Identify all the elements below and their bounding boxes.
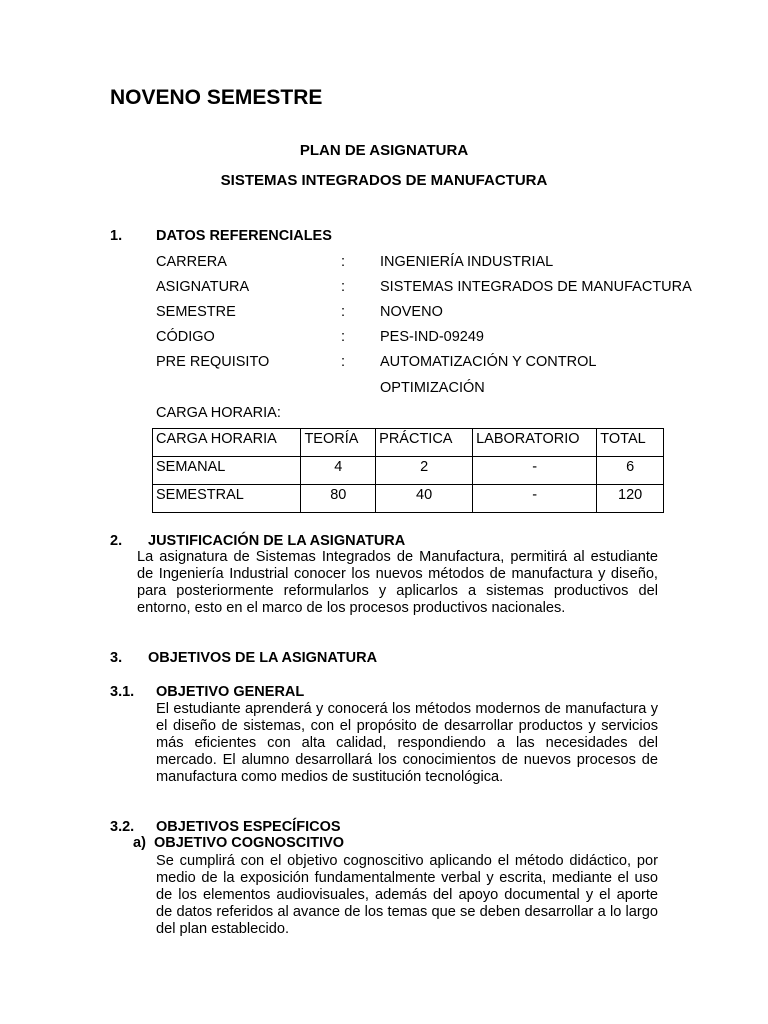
field-label-asignatura: ASIGNATURA	[156, 279, 250, 295]
section3-number: 3.	[110, 650, 123, 666]
table-row	[153, 485, 664, 513]
field-label-prerequisito: PRE REQUISITO	[156, 354, 270, 370]
field-value-prerequisito-extra: OPTIMIZACIÓN	[380, 380, 485, 396]
table-cell: 6	[597, 457, 664, 485]
table-header-row	[153, 429, 664, 457]
table-header-cell: TEORÍA	[301, 429, 376, 457]
section2-title: JUSTIFICACIÓN DE LA ASIGNATURA	[148, 533, 406, 549]
table-header-cell: TOTAL	[597, 429, 664, 457]
table-header-cell: CARGA HORARIA	[153, 429, 301, 457]
field-label-semestre: SEMESTRE	[156, 304, 236, 320]
table-cell: SEMANAL	[153, 457, 301, 485]
field-label-codigo: CÓDIGO	[156, 329, 215, 345]
section32-title: OBJETIVOS ESPECÍFICOS	[156, 819, 341, 835]
plan-title: PLAN DE ASIGNATURA	[299, 142, 469, 159]
carga-horaria-table	[152, 428, 664, 513]
section1-number: 1.	[110, 228, 123, 244]
field-value-carrera: INGENIERÍA INDUSTRIAL	[380, 254, 554, 270]
objetivo-cognoscitivo-title: a) OBJETIVO COGNOSCITIVO	[133, 835, 345, 851]
section3-title: OBJETIVOS DE LA ASIGNATURA	[148, 650, 378, 666]
field-sep: :	[341, 304, 346, 320]
field-sep: :	[341, 354, 346, 370]
table-cell: -	[473, 457, 597, 485]
section31-title: OBJETIVO GENERAL	[156, 684, 305, 700]
table-cell: 40	[376, 485, 473, 513]
semester-heading: NOVENO SEMESTRE	[110, 86, 323, 109]
section2-number: 2.	[110, 533, 123, 549]
table-header-cell: PRÁCTICA	[376, 429, 473, 457]
field-value-codigo: PES-IND-09249	[380, 329, 484, 345]
section31-number: 3.1.	[110, 684, 135, 700]
field-sep: :	[341, 254, 346, 270]
carga-horaria-label: CARGA HORARIA:	[156, 405, 281, 421]
field-value-semestre: NOVENO	[380, 304, 443, 320]
table-cell: 120	[597, 485, 664, 513]
field-value-prerequisito: AUTOMATIZACIÓN Y CONTROL	[380, 354, 597, 370]
section1-title: DATOS REFERENCIALES	[156, 228, 332, 244]
section32-number: 3.2.	[110, 819, 135, 835]
table-header-cell: LABORATORIO	[473, 429, 597, 457]
field-sep: :	[341, 329, 346, 345]
table-cell: -	[473, 485, 597, 513]
objetivo-cognoscitivo-body: Se cumplirá con el objetivo cognoscitivo aplicando el método didáctico, por medio de la exposición fundamentalmente verbal y escrita, mediante el uso de los elementos audiovisuales, además del apoyo documental y el aporte de datos referidos al avance de los temas que se deben desarrollar a lo largo del plan establecido.	[156, 853, 658, 937]
table-row	[153, 457, 664, 485]
field-value-asignatura: SISTEMAS INTEGRADOS DE MANUFACTURA	[380, 279, 692, 295]
section31-body: El estudiante aprenderá y conocerá los métodos modernos de manufactura y el diseño de sistemas, con el propósito de desarrollar productos y servicios más eficientes con alta calidad, respondiendo a las necesidades del mercado. El alumno desarrollará los conocimientos de nuevos procesos de manufactura como medios de sustitución tecnológica.	[156, 701, 658, 785]
field-label-carrera: CARRERA	[156, 254, 227, 270]
field-sep: :	[341, 279, 346, 295]
table-cell: 4	[301, 457, 376, 485]
course-title: SISTEMAS INTEGRADOS DE MANUFACTURA	[220, 172, 548, 189]
table-cell: 2	[376, 457, 473, 485]
section2-body: La asignatura de Sistemas Integrados de Manufactura, permitirá al estudiante de Ingeniería Industrial conocer los nuevos métodos de manufactura y diseño, para posteriormente reformularlos y aplicarlos a sistemas productivos del entorno, esto en el marco de los procesos productivos nacionales.	[137, 549, 658, 616]
table-cell: SEMESTRAL	[153, 485, 301, 513]
table-cell: 80	[301, 485, 376, 513]
